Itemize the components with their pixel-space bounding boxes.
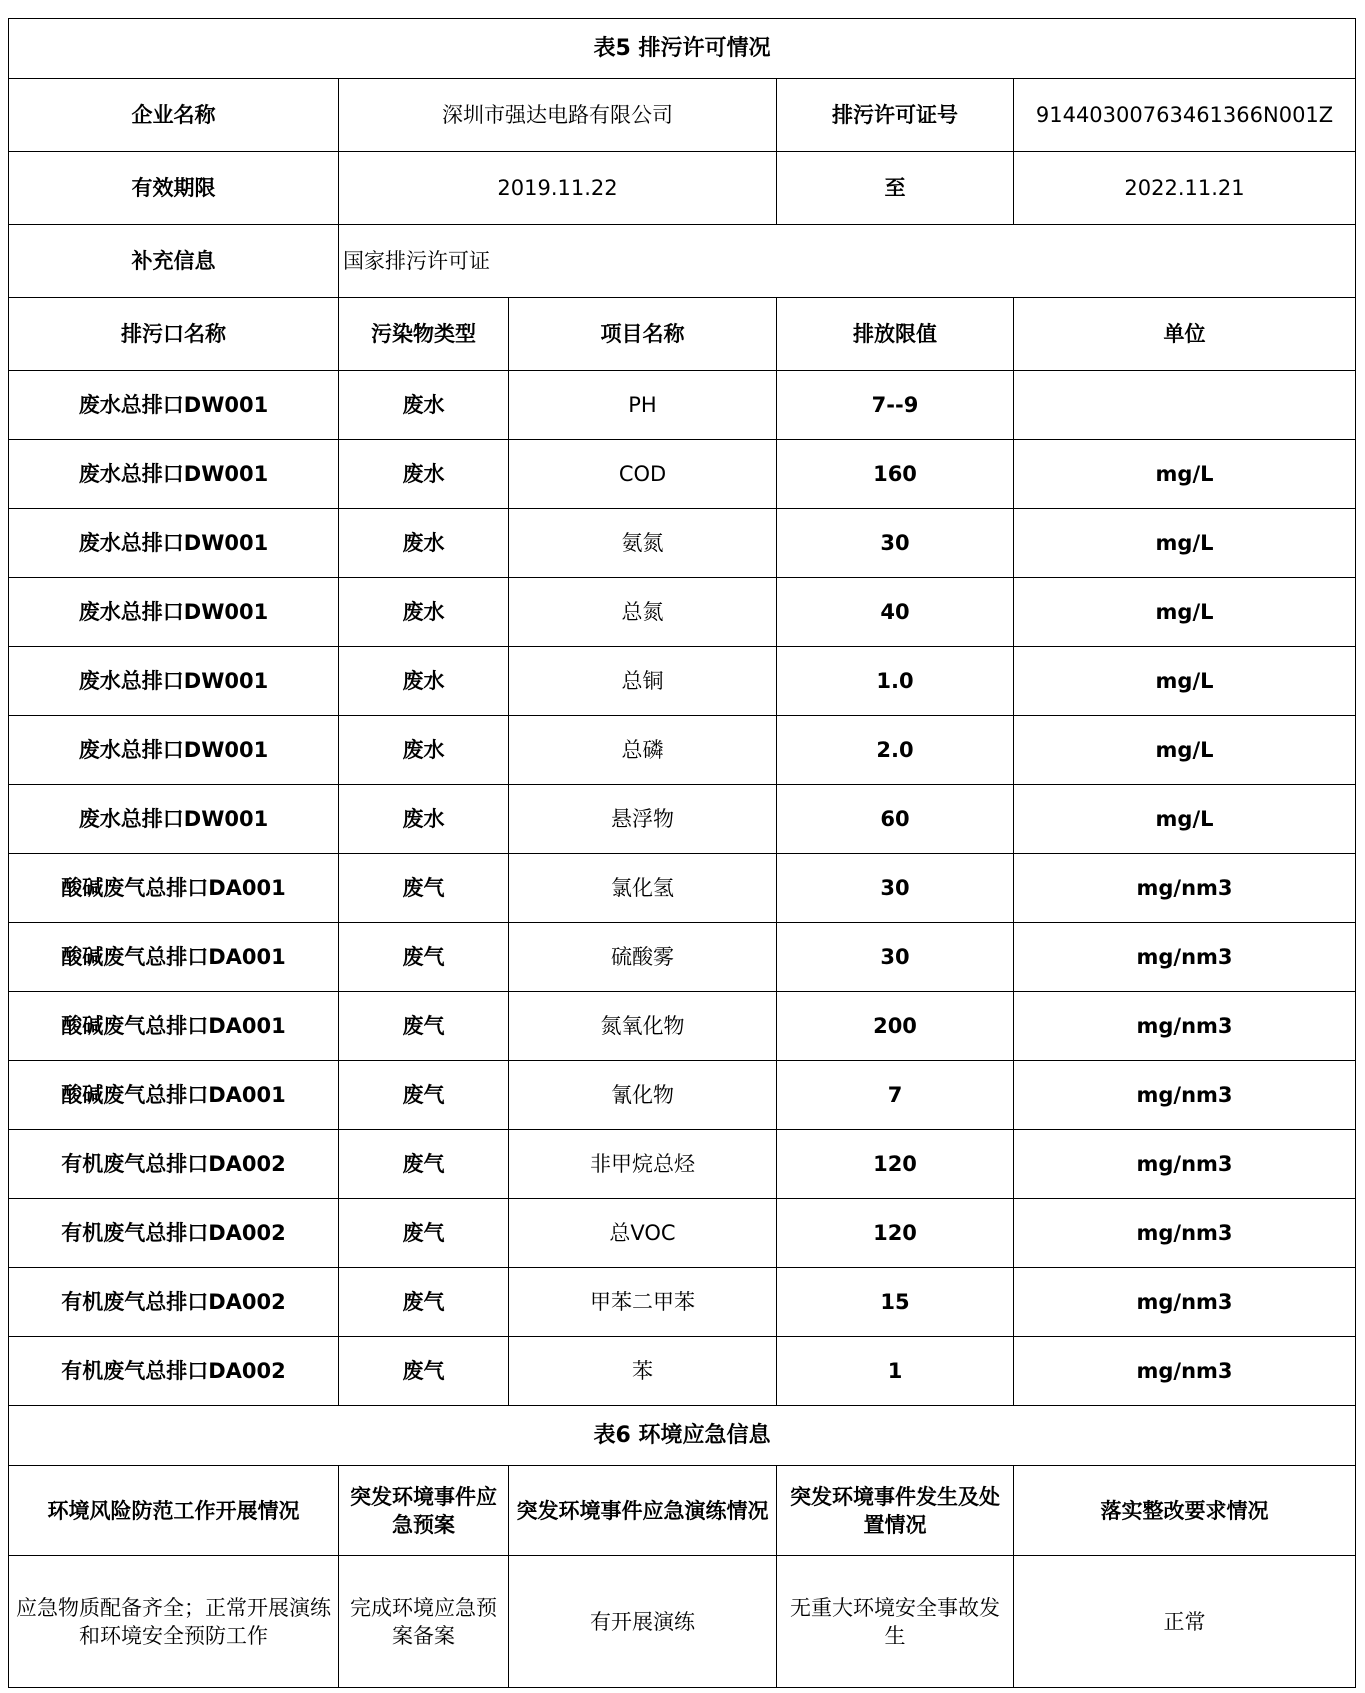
extra-value: 国家排污许可证: [339, 225, 1356, 298]
company-name: 深圳市强达电路有限公司: [339, 79, 777, 152]
permit-table: [8, 18, 1356, 1688]
outlet-name: 废水总排口DW001: [9, 509, 339, 578]
unit: mg/nm3: [1014, 992, 1356, 1061]
col-emergency-plan: 突发环境事件应急预案: [339, 1466, 509, 1556]
val-emergency-plan: 完成环境应急预案备案: [339, 1556, 509, 1688]
table-row: [9, 647, 1356, 716]
col-incident-handling: 突发环境事件发生及处置情况: [777, 1466, 1014, 1556]
outlet-name: 有机废气总排口DA002: [9, 1130, 339, 1199]
unit: mg/nm3: [1014, 854, 1356, 923]
col-emergency-drill: 突发环境事件应急演练情况: [509, 1466, 777, 1556]
outlet-name: 废水总排口DW001: [9, 716, 339, 785]
table-row: [9, 1130, 1356, 1199]
emission-limit: 60: [777, 785, 1014, 854]
col-risk-prevention: 环境风险防范工作开展情况: [9, 1466, 339, 1556]
company-label: 企业名称: [9, 79, 339, 152]
unit: mg/nm3: [1014, 1268, 1356, 1337]
item-name: 甲苯二甲苯: [509, 1268, 777, 1337]
table5-title: 表5 排污许可情况: [9, 19, 1356, 79]
col-unit: 单位: [1014, 298, 1356, 371]
unit: mg/L: [1014, 578, 1356, 647]
item-name: 非甲烷总烃: [509, 1130, 777, 1199]
pollutant-type: 废气: [339, 992, 509, 1061]
outlet-name: 酸碱废气总排口DA001: [9, 992, 339, 1061]
table-row: [9, 578, 1356, 647]
emission-limit: 40: [777, 578, 1014, 647]
outlet-name: 废水总排口DW001: [9, 440, 339, 509]
pollutant-type: 废水: [339, 578, 509, 647]
table6-title: 表6 环境应急信息: [9, 1406, 1356, 1466]
table5-header-row: [9, 298, 1356, 371]
table-row: [9, 716, 1356, 785]
outlet-name: 废水总排口DW001: [9, 785, 339, 854]
permit-number: 91440300763461366N001Z: [1014, 79, 1356, 152]
item-name: 硫酸雾: [509, 923, 777, 992]
pollutant-type: 废气: [339, 854, 509, 923]
unit: mg/nm3: [1014, 1337, 1356, 1406]
outlet-name: 废水总排口DW001: [9, 647, 339, 716]
validity-label: 有效期限: [9, 152, 339, 225]
emission-limit: 30: [777, 509, 1014, 578]
valid-from: 2019.11.22: [339, 152, 777, 225]
table-row: [9, 854, 1356, 923]
item-name: 氯化氢: [509, 854, 777, 923]
outlet-name: 酸碱废气总排口DA001: [9, 923, 339, 992]
table-row: [9, 1337, 1356, 1406]
item-name: 苯: [509, 1337, 777, 1406]
item-name: COD: [509, 440, 777, 509]
col-type: 污染物类型: [339, 298, 509, 371]
pollutant-type: 废气: [339, 1199, 509, 1268]
col-item: 项目名称: [509, 298, 777, 371]
emission-limit: 160: [777, 440, 1014, 509]
col-rectification: 落实整改要求情况: [1014, 1466, 1356, 1556]
unit: mg/nm3: [1014, 1061, 1356, 1130]
table-row: [9, 371, 1356, 440]
pollutant-type: 废水: [339, 716, 509, 785]
outlet-name: 酸碱废气总排口DA001: [9, 854, 339, 923]
pollutant-type: 废水: [339, 509, 509, 578]
pollutant-type: 废水: [339, 785, 509, 854]
table-row: [9, 1268, 1356, 1337]
emission-limit: 120: [777, 1130, 1014, 1199]
permit-label: 排污许可证号: [777, 79, 1014, 152]
pollutant-type: 废气: [339, 1130, 509, 1199]
unit: mg/L: [1014, 785, 1356, 854]
emission-limit: 1.0: [777, 647, 1014, 716]
emission-limit: 7: [777, 1061, 1014, 1130]
pollutant-type: 废气: [339, 1268, 509, 1337]
table6-header-row: [9, 1466, 1356, 1556]
emission-limit: 120: [777, 1199, 1014, 1268]
pollutant-type: 废气: [339, 923, 509, 992]
table-row: [9, 992, 1356, 1061]
table6-value-row: [9, 1556, 1356, 1688]
table-row: [9, 440, 1356, 509]
unit: mg/L: [1014, 440, 1356, 509]
col-limit: 排放限值: [777, 298, 1014, 371]
unit: mg/nm3: [1014, 1199, 1356, 1268]
unit: mg/L: [1014, 716, 1356, 785]
val-risk-prevention: 应急物质配备齐全；正常开展演练和环境安全预防工作: [9, 1556, 339, 1688]
emission-limit: 2.0: [777, 716, 1014, 785]
val-incident-handling: 无重大环境安全事故发生: [777, 1556, 1014, 1688]
val-rectification: 正常: [1014, 1556, 1356, 1688]
table-row: [9, 785, 1356, 854]
to-label: 至: [777, 152, 1014, 225]
unit: mg/L: [1014, 509, 1356, 578]
pollutant-type: 废水: [339, 647, 509, 716]
val-emergency-drill: 有开展演练: [509, 1556, 777, 1688]
emission-limit: 200: [777, 992, 1014, 1061]
unit: mg/nm3: [1014, 1130, 1356, 1199]
valid-to: 2022.11.21: [1014, 152, 1356, 225]
emission-limit: 7--9: [777, 371, 1014, 440]
table-row: [9, 509, 1356, 578]
outlet-name: 酸碱废气总排口DA001: [9, 1061, 339, 1130]
item-name: 氨氮: [509, 509, 777, 578]
emission-limit: 1: [777, 1337, 1014, 1406]
item-name: 总铜: [509, 647, 777, 716]
item-name: 总VOC: [509, 1199, 777, 1268]
extra-label: 补充信息: [9, 225, 339, 298]
outlet-name: 有机废气总排口DA002: [9, 1199, 339, 1268]
pollutant-type: 废气: [339, 1061, 509, 1130]
item-name: 氰化物: [509, 1061, 777, 1130]
unit: [1014, 371, 1356, 440]
unit: mg/nm3: [1014, 923, 1356, 992]
item-name: PH: [509, 371, 777, 440]
emission-limit: 30: [777, 854, 1014, 923]
item-name: 氮氧化物: [509, 992, 777, 1061]
table-row: [9, 1061, 1356, 1130]
outlet-name: 废水总排口DW001: [9, 578, 339, 647]
emission-limit: 15: [777, 1268, 1014, 1337]
pollutant-type: 废水: [339, 440, 509, 509]
item-name: 总氮: [509, 578, 777, 647]
pollutant-type: 废水: [339, 371, 509, 440]
outlet-name: 有机废气总排口DA002: [9, 1268, 339, 1337]
item-name: 总磷: [509, 716, 777, 785]
table-row: [9, 923, 1356, 992]
emission-limit: 30: [777, 923, 1014, 992]
col-outlet: 排污口名称: [9, 298, 339, 371]
item-name: 悬浮物: [509, 785, 777, 854]
pollutant-type: 废气: [339, 1337, 509, 1406]
document: [8, 18, 1355, 1688]
outlet-name: 废水总排口DW001: [9, 371, 339, 440]
outlet-name: 有机废气总排口DA002: [9, 1337, 339, 1406]
unit: mg/L: [1014, 647, 1356, 716]
table-row: [9, 1199, 1356, 1268]
